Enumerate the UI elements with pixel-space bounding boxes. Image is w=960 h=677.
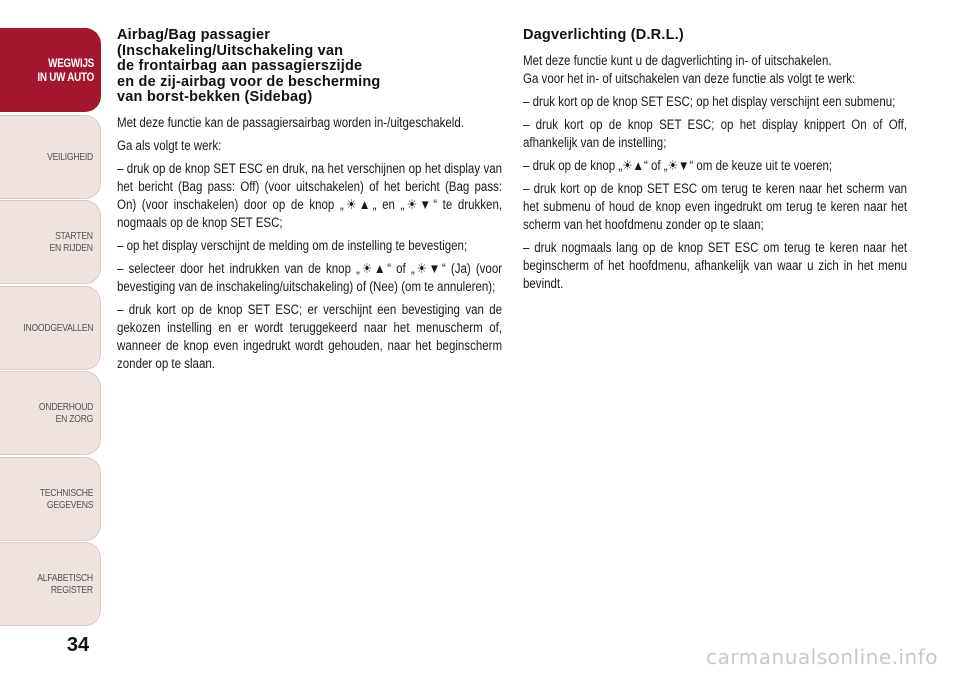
section-heading-drl: Dagverlichting (D.R.L.) (523, 27, 684, 43)
paragraph: – op het display verschijnt de melding om de instelling te bevestigen; (117, 237, 468, 253)
page-number: 34 (66, 634, 90, 656)
paragraph: – druk kort op de knop SET ESC om terug te keren naar het scherm van het submenu of houd de knop even ingedrukt om terug te keren naar het scherm van het hoofdmenu zonder op te slaan; (523, 180, 908, 232)
tab-wegwijs-in-uw-auto[interactable] (0, 28, 101, 112)
paragraph: Ga als volgt te werk: (117, 137, 222, 153)
right-column (523, 28, 908, 298)
tab-label: ONDERHOUD EN ZORG (38, 401, 93, 425)
paragraph: Met deze functie kunt u de dagverlichting in- of uitschakelen. Ga voor het in- of uitschakelen van deze functie als volgt te werk: (523, 52, 856, 86)
tab-label: STARTEN EN RIJDEN (49, 230, 93, 254)
left-column (117, 28, 503, 378)
tab-label: WEGWIJS IN UW AUTO (37, 56, 94, 84)
tab-label: INOODGEVALLEN (23, 322, 93, 334)
tab-label: ALFABETISCH REGISTER (37, 572, 93, 596)
watermark: carmanualsonline.info (706, 645, 938, 669)
tab-alfabetisch-register[interactable] (0, 542, 101, 626)
paragraph: – druk kort op de knop SET ESC; op het display knippert On of Off, afhankelijk van de instelling; (523, 116, 908, 150)
paragraph: – selecteer door het indrukken van de knop „☀▲“ of „☀▼“ (Ja) (voor bevestiging van de inschakeling/uitschakeling) of (Nee) (om te annuleren); (117, 260, 503, 294)
tab-veiligheid[interactable] (0, 115, 101, 199)
tab-starten-en-rijden[interactable] (0, 200, 101, 284)
tab-technische-gegevens[interactable] (0, 457, 101, 541)
tab-label: TECHNISCHE GEGEVENS (39, 487, 93, 511)
paragraph: – druk op de knop SET ESC en druk, na het verschijnen op het display van het bericht (Bag pass: Off) (voor uitschakelen) of het bericht (Bag pass: On) (voor inschakelen) door op de knop „☀▲„ en „☀▼“ te drukken, nogmaals op de knop SET ESC; (117, 160, 503, 230)
paragraph: Met deze functie kan de passagiersairbag worden in-/uitgeschakeld. (117, 114, 464, 130)
chapter-sidebar (0, 0, 102, 677)
section-heading-airbag: Airbag/Bag passagier (Inschakeling/Uitschakeling van de frontairbag aan passagierszijde en de zij-airbag voor de bescherming van borst-bekken (Sidebag) (117, 27, 381, 105)
tab-label: VEILIGHEID (47, 151, 93, 163)
paragraph: – druk nogmaals lang op de knop SET ESC om terug te keren naar het beginscherm of het hoofdmenu, afhankelijk van waar u zich in het menu bevindt. (523, 239, 908, 291)
paragraph: – druk op de knop „☀▲“ of „☀▼“ om de keuze uit te voeren; (523, 157, 833, 173)
paragraph: – druk kort op de knop SET ESC; op het display verschijnt een submenu; (523, 93, 896, 109)
tab-in-noodgevallen[interactable] (0, 286, 101, 370)
tab-onderhoud-en-zorg[interactable] (0, 371, 101, 455)
paragraph: – druk kort op de knop SET ESC; er verschijnt een bevestiging van de gekozen instelling en er wordt teruggekeerd naar het menuscherm of, wanneer de knop even ingedrukt wordt gehouden, naar het beginscherm zonder op te slaan. (117, 301, 503, 371)
